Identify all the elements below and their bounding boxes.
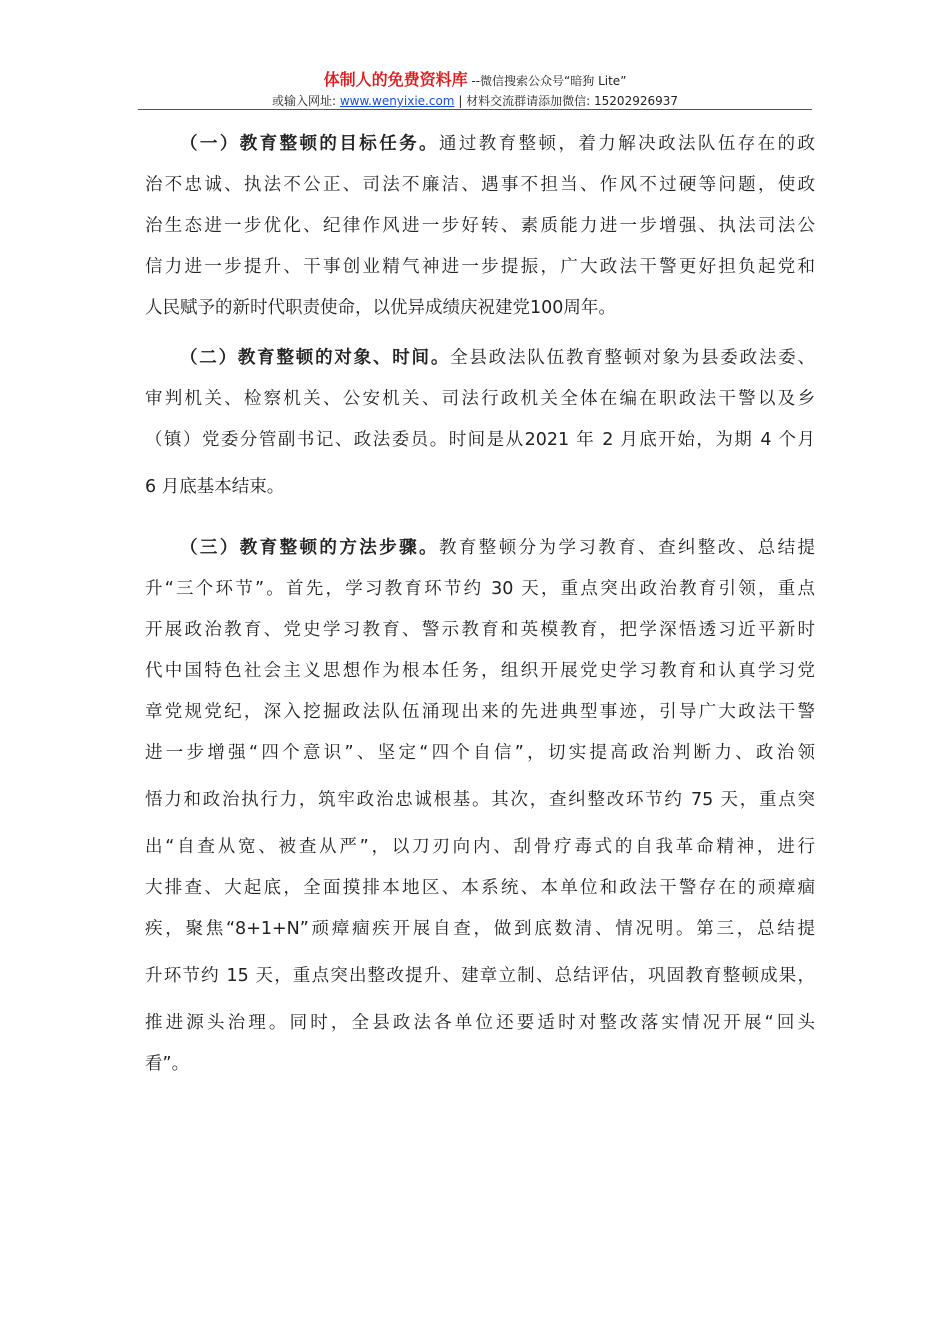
section-1-line-4: 信力进一步提升、干事创业精气神进一步提振，广大政法干警更好担负起党和: [145, 257, 815, 277]
section-3-heading: （三）教育整顿的方法步骤。: [180, 538, 439, 558]
section-3-line-10: 疾，聚焦“8+1+N”顽瘴痼疾开展自查，做到底数清、情况明。第三，总结提: [145, 919, 815, 939]
section-3-line-11: 升环节约 15 天，重点突出整改提升、建章立制、总结评估，巩固教育整顿成果，: [145, 966, 815, 986]
section-3-line-6: 进一步增强“四个意识”、坚定“四个自信”，切实提高政治判断力、政治领: [145, 743, 815, 763]
section-2-line-2: 审判机关、检察机关、公安机关、司法行政机关全体在编在职政法干警以及乡: [145, 389, 815, 409]
header-contact: | 材料交流群请添加微信: 15202926937: [454, 94, 679, 108]
header-tagline: --微信搜索公众号“暗狗 Lite”: [467, 74, 627, 88]
section-2-heading: （二）教育整顿的对象、时间。: [180, 348, 451, 368]
header-line-2: [138, 93, 812, 109]
section-1-paragraph: [145, 124, 815, 329]
header-divider: [138, 109, 812, 110]
section-2-line-4: 6 月底基本结束。: [145, 477, 285, 497]
section-2-line-3: （镇）党委分管副书记、政法委员。时间是从2021 年 2 月底开始，为期 4 个月: [145, 430, 815, 450]
section-3-paragraph: [145, 528, 815, 1085]
section-3-line-5: 章党规党纪，深入挖掘政法队伍涌现出来的先进典型事迹，引导广大政法干警: [145, 702, 815, 722]
section-3-line-7: 悟力和政治执行力，筑牢政治忠诚根基。其次，查纠整改环节约 75 天，重点突: [145, 790, 815, 810]
section-3-line-8: 出“自查从宽、被查从严”，以刀刃向内、刮骨疗毒式的自我革命精神，进行: [145, 837, 815, 857]
header-brand: 体制人的免费资料库: [323, 70, 468, 89]
section-3-line-3: 开展政治教育、党史学习教育、警示教育和英模教育，把学深悟透习近平新时: [145, 620, 815, 640]
section-3-line-12: 推进源头治理。同时，全县政法各单位还要适时对整改落实情况开展“回头: [145, 1013, 815, 1033]
header-url-prefix: 或输入网址:: [271, 94, 340, 108]
section-3-line-9: 大排查、大起底，全面摸排本地区、本系统、本单位和政法干警存在的顽瘴痼: [145, 878, 815, 898]
section-1-line-1: （一）教育整顿的目标任务。通过教育整顿，着力解决政法队伍存在的政: [180, 134, 816, 154]
section-3-line-2: 升“三个环节”。首先，学习教育环节约 30 天，重点突出政治教育引领，重点: [145, 579, 815, 599]
section-2-paragraph: [145, 338, 815, 508]
section-1-heading: （一）教育整顿的目标任务。: [180, 134, 439, 154]
section-3-line-1: （三）教育整顿的方法步骤。教育整顿分为学习教育、查纠整改、总结提: [180, 538, 816, 558]
section-1-line-5: 人民赋予的新时代职责使命，以优异成绩庆祝建党100周年。: [145, 298, 616, 318]
header-line-1: [138, 70, 812, 91]
section-3-line-4: 代中国特色社会主义思想作为根本任务，组织开展党史学习教育和认真学习党: [145, 661, 815, 681]
section-2-line-1: （二）教育整顿的对象、时间。全县政法队伍教育整顿对象为县委政法委、: [180, 348, 815, 368]
page-header: [138, 70, 812, 109]
section-1-line-3: 治生态进一步优化、纪律作风进一步好转、素质能力进一步增强、执法司法公: [145, 216, 815, 236]
header-url-link[interactable]: www.wenyixie.com: [339, 94, 455, 108]
section-1-line-2: 治不忠诚、执法不公正、司法不廉洁、遇事不担当、作风不过硬等问题，使政: [145, 175, 815, 195]
section-3-line-13: 看”。: [145, 1054, 190, 1074]
